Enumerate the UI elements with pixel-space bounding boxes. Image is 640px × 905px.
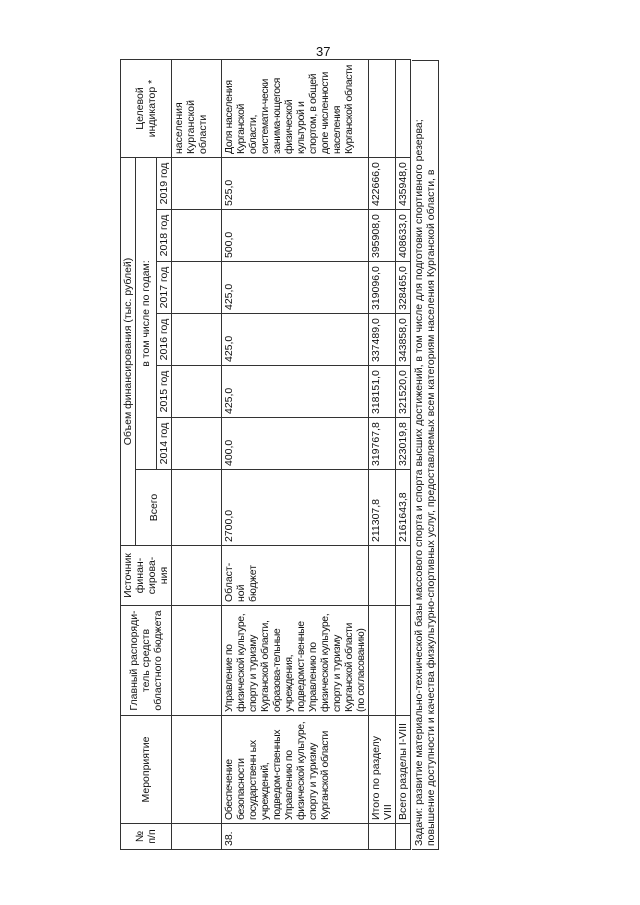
header-year: 2016 год xyxy=(157,314,172,366)
cell-total: 2700,0 xyxy=(222,470,369,546)
cell-year-value: 400,0 xyxy=(222,418,369,470)
header-year: 2018 год xyxy=(157,210,172,262)
header-num: № п/п xyxy=(121,824,172,850)
cell-year-value: 408633,0 xyxy=(396,210,411,262)
funding-table xyxy=(120,59,411,850)
header-indicator: Целевой индикатор * xyxy=(121,60,172,158)
cell-grand-total: 2161643,8 xyxy=(396,470,411,546)
cell-source: Област-ной бюджет xyxy=(222,546,369,606)
cell-year-value: 425,0 xyxy=(222,314,369,366)
cell-grand-total-label: Всего разделы I-VIII xyxy=(396,716,411,824)
cell-year-value: 323019,8 xyxy=(396,418,411,470)
table-row-subtotal xyxy=(369,60,396,850)
cell-num: 38. xyxy=(222,824,369,850)
tasks-line: повышение доступности и качества физкультурно-спортивных услуг, предоставляемых всем категориям населения Курганской области, в xyxy=(425,169,437,846)
cell-year-value: 337489,0 xyxy=(369,314,396,366)
cell-indicator-continued: населения Курганской области xyxy=(172,60,222,158)
tasks-line: Задачи: развитие материально-технической базы массового спорта и спорта высших достижений, в том числе для подготовки спортивного резерва; xyxy=(413,119,425,846)
page-number: 37 xyxy=(316,44,331,59)
cell-year-value: 425,0 xyxy=(222,262,369,314)
cell-year-value: 525,0 xyxy=(222,158,369,210)
header-year: 2017 год xyxy=(157,262,172,314)
tasks-text xyxy=(412,60,439,850)
header-measure: Мероприятие xyxy=(121,716,172,824)
cell-manager: Управление по физической культуре, спорту и туризму Курганской области, образова-тельные учреждения, подведомст-венные Управлению по физической культуре, спорту и туризму Курганской области (по согласованию) xyxy=(222,606,369,716)
header-funding: Объем финансирования (тыс. рублей) xyxy=(121,158,136,546)
cell-subtotal-label: Итого по разделу VIII xyxy=(369,716,396,824)
cell-year-value: 395908,0 xyxy=(369,210,396,262)
header-total: Всего xyxy=(136,470,172,546)
cell-year-value: 500,0 xyxy=(222,210,369,262)
header-by-years: в том числе по годам: xyxy=(136,158,157,470)
cell-year-value: 343858,0 xyxy=(396,314,411,366)
cell-year-value: 328465,0 xyxy=(396,262,411,314)
table-row-38 xyxy=(222,60,369,850)
cell-subtotal-total: 211307,8 xyxy=(369,470,396,546)
cell-year-value: 319767,8 xyxy=(369,418,396,470)
cell-year-value: 319096,0 xyxy=(369,262,396,314)
header-source: Источник финан-сирова-ния xyxy=(121,546,172,606)
table-row-grand-total xyxy=(396,60,411,850)
cell-measure: Обеспечение безопасности государственн ых учреждений, подведом-ственных Управлению по физической культуре, спорту и туризму Курганской области xyxy=(222,716,369,824)
header-row-1 xyxy=(121,60,136,850)
cell-year-value: 435948,0 xyxy=(396,158,411,210)
cell-year-value: 422666,0 xyxy=(369,158,396,210)
continuation-row xyxy=(172,60,222,850)
rotated-table-page xyxy=(120,60,640,850)
header-manager: Главный распоряди-тель средств областного бюджета xyxy=(121,606,172,716)
cell-year-value: 318151,0 xyxy=(369,366,396,418)
cell-year-value: 425,0 xyxy=(222,366,369,418)
header-year: 2014 год xyxy=(157,418,172,470)
cell-indicator: Доля населения Курганской области, системати-чески занима-ющегося физической культурой и спортом, в общей допе численности населения Курганской области xyxy=(222,60,369,158)
header-year: 2019 год xyxy=(157,158,172,210)
cell-year-value: 321520,0 xyxy=(396,366,411,418)
header-year: 2015 год xyxy=(157,366,172,418)
